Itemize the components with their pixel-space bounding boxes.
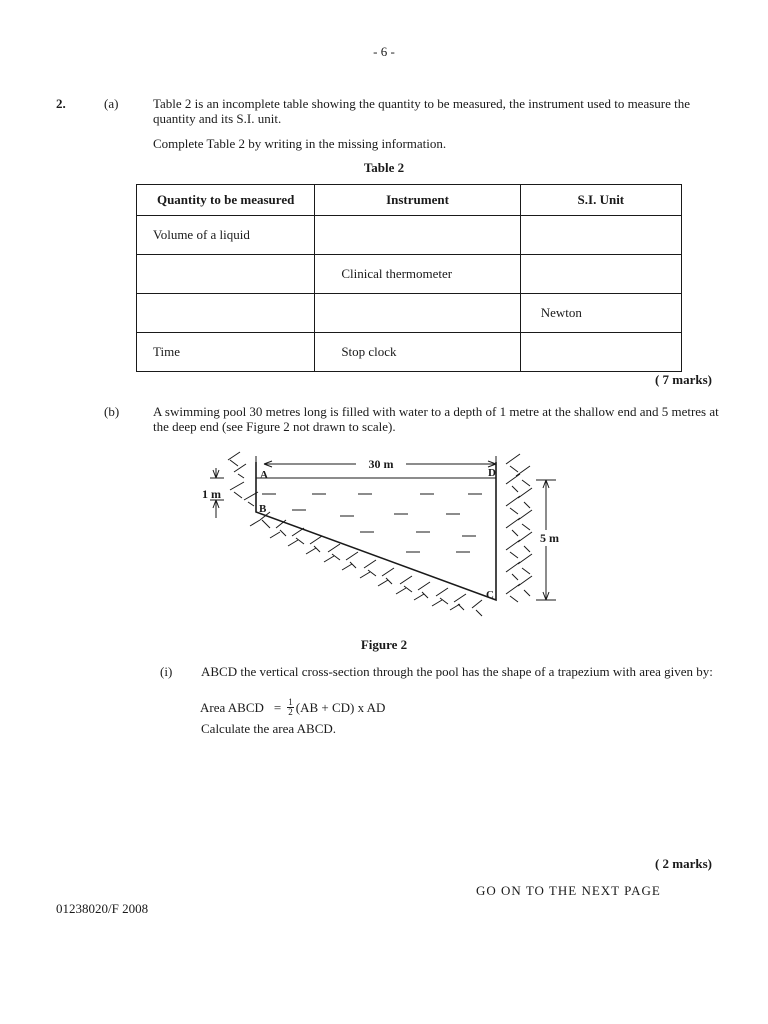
table-cell	[137, 294, 315, 333]
table-cell: Clinical thermometer	[315, 255, 520, 294]
table-row	[137, 216, 682, 255]
table-cell: Volume of a liquid	[137, 216, 315, 255]
page-number: - 6 -	[373, 44, 395, 59]
part-a-instruction: Complete Table 2 by writing in the missing information.	[153, 136, 447, 151]
go-on-footer: GO ON TO THE NEXT PAGE	[476, 883, 661, 898]
deep-depth-label: 5 m	[540, 531, 559, 545]
table-cell	[315, 294, 520, 333]
hatch-slope	[250, 512, 482, 616]
table-row	[137, 255, 682, 294]
part-b-label: (b)	[104, 404, 120, 419]
sub-part-i-marks: ( 2 marks)	[654, 856, 712, 871]
table-cell	[520, 255, 681, 294]
table-cell	[137, 255, 315, 294]
part-a-intro: Table 2 is an incomplete table showing the quantity to be measured, the instrument used to measure the quantity and its S.I. unit.	[153, 96, 691, 126]
table-cell	[520, 216, 681, 255]
hatch-left	[228, 452, 258, 506]
table-cell: Newton	[520, 294, 681, 333]
sub-part-i-label: (i)	[160, 664, 173, 679]
part-a-label: (a)	[104, 96, 119, 111]
shallow-depth-label: 1 m	[202, 487, 221, 501]
point-d-label: D	[488, 467, 496, 479]
table-header-cell: Quantity to be measured	[137, 185, 315, 216]
table-row	[137, 294, 682, 333]
area-formula	[200, 698, 385, 717]
table-caption: Table 2	[363, 160, 405, 175]
part-b-text: A swimming pool 30 metres long is filled with water to a depth of 1 metre at the shallow end and 5 metres at the deep end (see Figure 2 not drawn to scale).	[153, 404, 719, 434]
formula-left: Area ABCD	[200, 699, 264, 715]
figure-caption: Figure 2	[360, 637, 408, 652]
formula-equals: =	[273, 699, 282, 715]
figure-2-pool-diagram	[200, 450, 560, 630]
point-a-label: A	[260, 469, 268, 481]
table-header-cell: Instrument	[315, 185, 520, 216]
formula-right: (AB + CD) x AD	[295, 699, 386, 715]
table-header-row	[137, 185, 682, 216]
sub-part-i-text: ABCD the vertical cross-section through the pool has the shape of a trapezium with area given by:	[201, 664, 713, 679]
table-cell	[520, 333, 681, 372]
point-b-label: B	[259, 503, 267, 515]
water-dashes	[262, 494, 482, 552]
paper-code: 01238020/F 2008	[56, 901, 149, 916]
formula-fraction: $\frac{1}{2}$	[288, 697, 293, 717]
table-2	[136, 184, 682, 372]
length-label: 30 m	[368, 457, 394, 471]
hatch-right	[506, 454, 532, 602]
table-cell: Stop clock	[315, 333, 520, 372]
sub-part-i-instruction: Calculate the area ABCD.	[201, 721, 337, 736]
table-cell: Time	[137, 333, 315, 372]
question-number: 2.	[56, 96, 66, 111]
table-row	[137, 333, 682, 372]
table-cell	[315, 216, 520, 255]
table-header-cell: S.I. Unit	[520, 185, 681, 216]
pool-outline	[256, 462, 496, 600]
point-c-label: C	[486, 589, 494, 601]
part-a-marks: ( 7 marks)	[654, 372, 712, 387]
